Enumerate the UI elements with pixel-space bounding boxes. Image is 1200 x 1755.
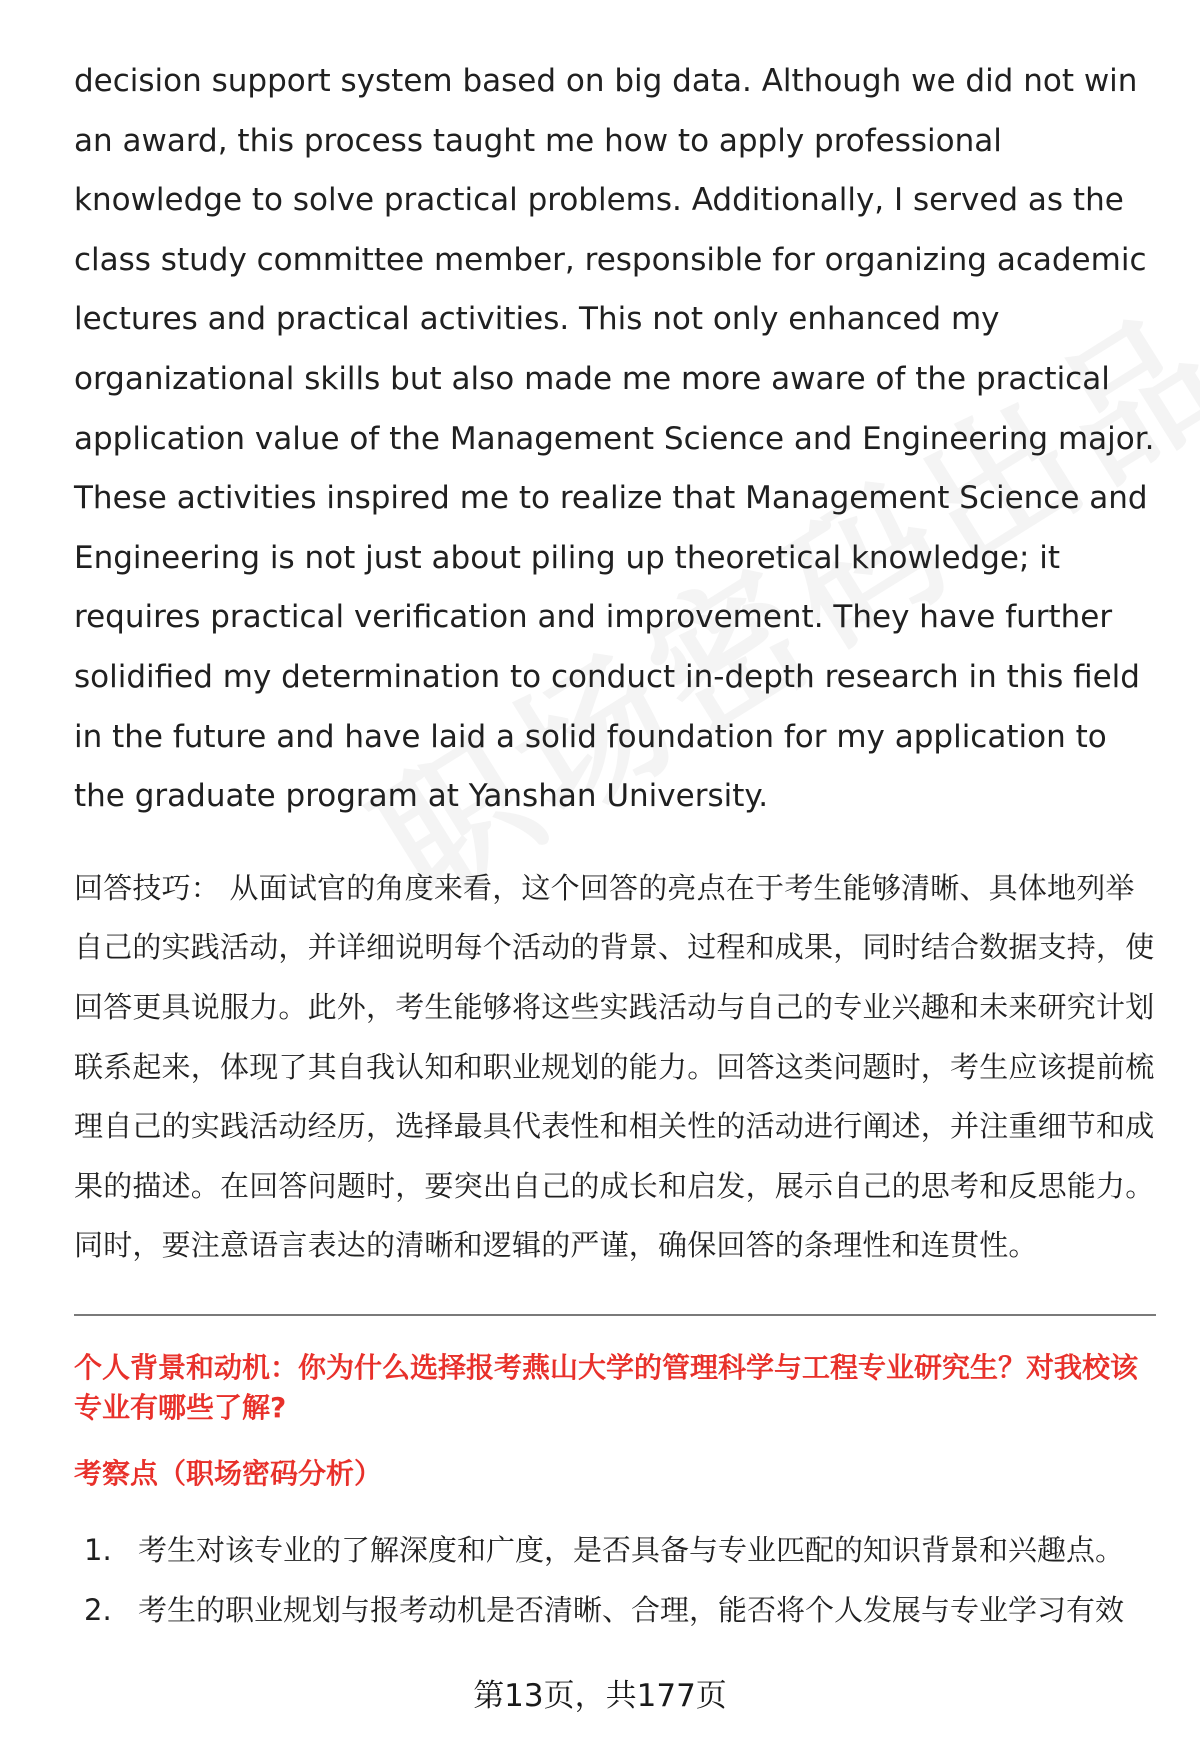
page-footer: 第13页，共177页 xyxy=(473,1678,727,1714)
list-item-text: 考生的职业规划与报考动机是否清晰、合理，能否将个人发展与专业学习有效 xyxy=(138,1592,1125,1627)
document-page xyxy=(74,52,1156,1640)
answer-tips-paragraph: 回答技巧： 从面试官的角度来看，这个回答的亮点在于考生能够清晰、具体地列举自己的实践活动，并详细说明每个活动的背景、过程和成果，同时结合数据支持，使回答更具说服力。此外，考生能够将这些实践活动与自己的专业兴趣和未来研究计划联系起来，体现了其自我认知和职业规划的能力。回答这类问题时，考生应该提前梳理自己的实践活动经历，选择最具代表性和相关性的活动进行阐述，并注重细节和成果的描述。在回答问题时，要突出自己的成长和启发，展示自己的思考和反思能力。同时，要注意语言表达的清晰和逻辑的严谨，确保回答的条理性和连贯性。 xyxy=(74,870,1155,1263)
list-item-number: 1. xyxy=(84,1532,112,1567)
list-item-number: 2. xyxy=(84,1592,112,1627)
assessment-points-list xyxy=(74,1520,1156,1640)
analysis-subheading: 考察点（职场密码分析） xyxy=(74,1456,383,1490)
list-item xyxy=(74,1580,1156,1640)
list-item xyxy=(74,1520,1156,1580)
section-divider xyxy=(74,1314,1156,1316)
list-item-text: 考生对该专业的了解深度和广度，是否具备与专业匹配的知识背景和兴趣点。 xyxy=(138,1532,1125,1567)
question-heading: 个人背景和动机：你为什么选择报考燕山大学的管理科学与工程专业研究生？对我校该专业有哪些了解? xyxy=(74,1350,1139,1424)
answer-paragraph: decision support system based on big data. Although we did not win an award, this process taught me how to apply professional knowledge to solve practical problems. Additionally, I served as the class study committee member, responsible for organizing academic lectures and practical activities. This not only enhanced my organizational skills but also made me more aware of the practical application value of the Management Science and Engineering major. These activities inspired me to realize that Management Science and Engineering is not just about piling up theoretical knowledge; it requires practical verification and improvement. They have further solidified my determination to conduct in-depth research in this field in the future and have laid a solid foundation for my application to the graduate program at Yanshan University. xyxy=(74,63,1155,815)
